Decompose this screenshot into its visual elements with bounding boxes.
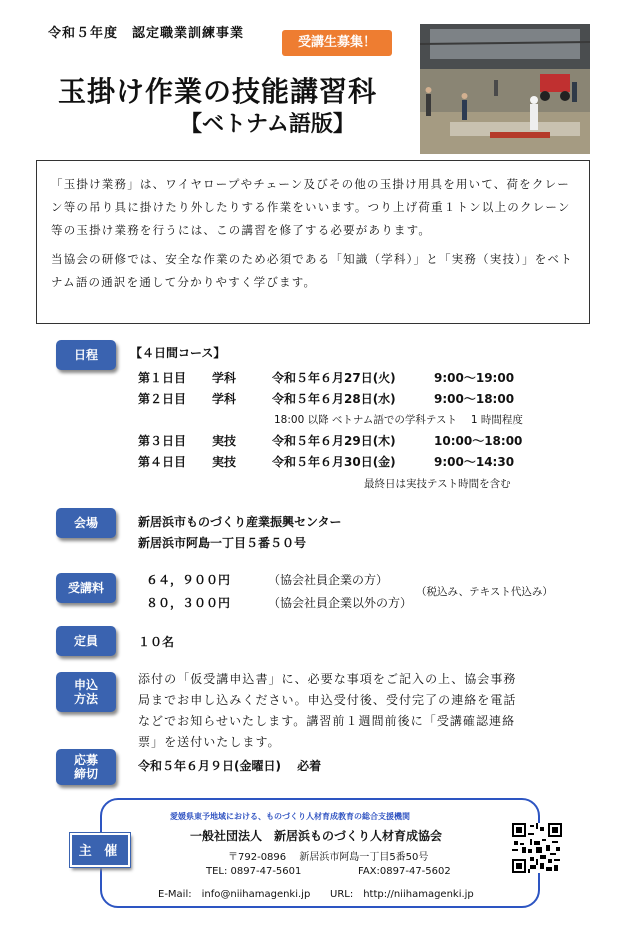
venue-label: 会場 [56,508,116,538]
venue-address: 新居浜市阿島一丁目５番５０号 [138,536,307,550]
schedule-type: 学科 [212,371,237,385]
schedule-day: 第２日目 [138,392,187,406]
schedule-note: 18:00 以降 ベトナム語での学科テスト 1 時間程度 [274,414,523,426]
intro-paragraph-2: 当協会の研修では、安全な作業のため必須である「知識（学科）」と「実務（実技）」をベトナム語の通訳を通して分かりやすく学びます。 [51,252,573,289]
tax-note: （税込み、テキスト代込み） [416,586,553,598]
intro-box [36,160,590,324]
organizer-name: 一般社団法人 新居浜ものづくり人材育成協会 [190,829,443,843]
schedule-time: 9:00～18:00 [434,392,515,406]
capacity-value: １０名 [138,635,175,649]
schedule-time: 9:00～14:30 [434,455,515,469]
venue-name: 新居浜市ものづくり産業振興センター [138,515,342,529]
schedule-day: 第３日目 [138,434,187,448]
organizer-tagline: 愛媛県東予地域における、ものづくり人材育成教育の総合支援機関 [170,812,410,821]
fee-label: 受講料 [56,573,116,603]
recruit-badge: 受講生募集！ [282,30,392,56]
schedule-date: 令和５年６月28日(水) [272,392,396,406]
organizer-url[interactable]: URL: http://niihamagenki.jp [330,889,474,900]
training-photo [420,24,590,154]
intro-paragraph-1: 「玉掛け業務」は、ワイヤロープやチェーン及びその他の玉掛け用具を用いて、荷をクレーン等の吊り具に掛けたり外したりする作業をいいます。つり上げ荷重１トン以上のクレーン等の玉掛け業務を行うには、この講習を修了する必要があります。 [51,177,571,237]
application-label: 申込 方法 [56,672,116,712]
schedule-type: 実技 [212,434,237,448]
course-title: 【４日間コース】 [130,346,226,360]
schedule-day: 第４日目 [138,455,187,469]
schedule-day: 第１日目 [138,371,187,385]
schedule-note: 最終日は実技テスト時間を含む [364,478,511,490]
schedule-type: 学科 [212,392,237,406]
page-subtitle: 【ベトナム語版】 [180,112,355,137]
schedule-type: 実技 [212,455,237,469]
capacity-label: 定員 [56,626,116,656]
nonmember-price: ８０，３００円 [146,596,231,610]
organizer-fax: FAX:0897-47-5602 [358,866,451,877]
organizer-tel: TEL: 0897-47-5601 [206,866,302,877]
member-price: ６４，９００円 [146,573,231,587]
schedule-time: 9:00～19:00 [434,371,515,385]
page-title: 玉掛け作業の技能講習科 [58,75,378,108]
nonmember-note: （協会社員企業以外の方） [268,596,413,610]
schedule-date: 令和５年６月30日(金) [272,455,396,469]
schedule-date: 令和５年６月27日(火) [272,371,396,385]
schedule-time: 10:00～18:00 [434,434,523,448]
organizer-address: 〒792-0896 新居浜市阿島一丁目5番50号 [228,852,429,863]
schedule-date: 令和５年６月29日(木) [272,434,396,448]
organizer-email[interactable]: E-Mail: info@niihamagenki.jp [158,889,311,900]
member-note: （協会社員企業の方） [268,573,389,587]
deadline-label: 応募 締切 [56,749,116,785]
schedule-label: 日程 [56,340,116,370]
organizer-badge: 主 催 [70,833,130,867]
fiscal-year-line: 令和５年度 認定職業訓練事業 [48,26,245,41]
deadline-value: 令和５年６月９日(金曜日) 必着 [138,759,322,773]
qr-code-icon[interactable] [512,823,562,873]
application-text: 添付の「仮受講申込書」に、必要な事項をご記入の上、協会事務 局までお申し込みください。申込受付後、受付完了の連絡を電話 などでお知らせいたします。講習前１週間前後に「受講確認連絡 票」を送付いたします。 [138,672,517,749]
